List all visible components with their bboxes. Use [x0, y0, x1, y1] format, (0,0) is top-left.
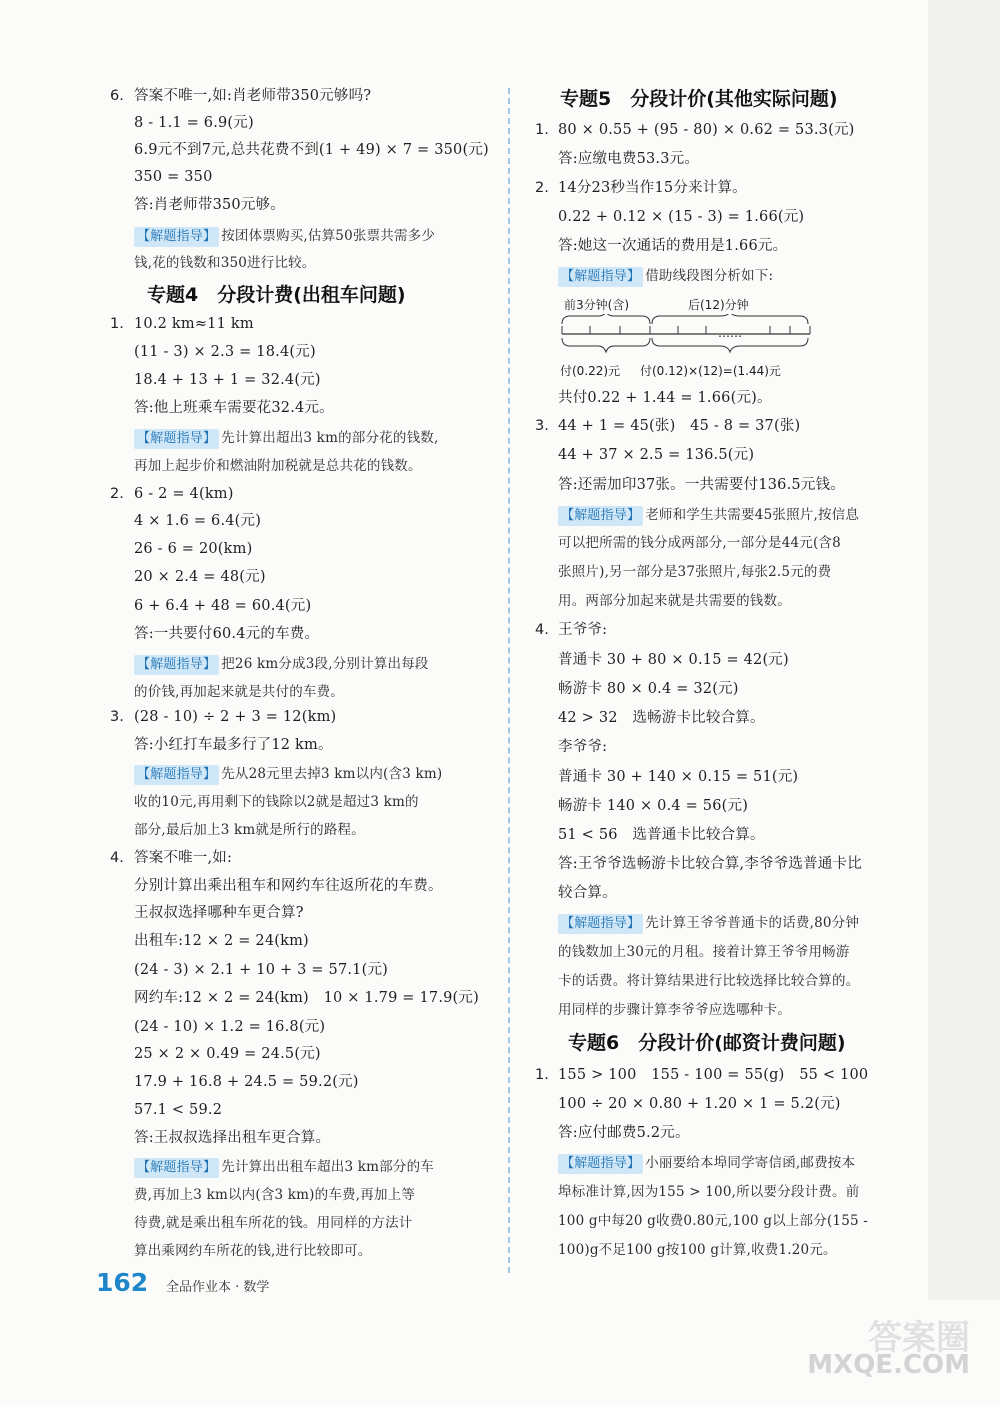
- answer-line: 王叔叔选择哪种车更合算?: [134, 905, 304, 921]
- answer-line: 答:小红打车最多行了12 km。: [134, 737, 333, 753]
- answer-line: 答案不唯一,如:: [134, 850, 233, 866]
- guide-line: 再加上起步价和燃油附加税就是总共花的钱数。: [134, 458, 422, 474]
- question-number: 3.: [535, 418, 549, 434]
- watermark-logo: 答案圈: [868, 1318, 970, 1358]
- answer-line: 44 + 37 × 2.5 = 136.5(元): [558, 447, 755, 463]
- book-title: 全品作业本 · 数学: [166, 1280, 270, 1295]
- watermark-url: MXQE.COM: [807, 1350, 970, 1380]
- answer-line: 44 + 1 = 45(张) 45 - 8 = 37(张): [558, 418, 801, 434]
- answer-line: 8 - 1.1 = 6.9(元): [134, 115, 254, 131]
- answer-line: 答:应付邮费5.2元。: [558, 1125, 690, 1141]
- answer-line: 出租车:12 × 2 = 24(km): [134, 933, 309, 949]
- guide-line: 钱,花的钱数和350进行比较。: [134, 255, 316, 271]
- question-number: 1.: [110, 316, 124, 332]
- guide-line: 卡的话费。将计算结果进行比较选择比较合算的。: [558, 973, 860, 989]
- answer-line: 较合算。: [558, 885, 617, 901]
- answer-line: 42 > 32 选畅游卡比较合算。: [558, 710, 765, 726]
- answer-line: 答:王叔叔选择出租车更合算。: [134, 1130, 331, 1146]
- answer-line: 答:王爷爷选畅游卡比较合算,李爷爷选普通卡比: [558, 856, 862, 872]
- solution-tip-badge: 【解题指导】: [134, 765, 219, 785]
- page-number: 162: [96, 1268, 149, 1297]
- guide-line: 可以把所需的钱分成两部分,一部分是44元(含8: [558, 535, 841, 551]
- guide-line: 埠标准计算,因为155 > 100,所以要分段计费。前: [558, 1184, 860, 1200]
- guide-line: 的钱数加上30元的月租。接着计算王爷爷用畅游: [558, 944, 850, 960]
- answer-line: 答:还需加印37张。一共需要付136.5元钱。: [558, 477, 845, 493]
- question-number: 2.: [110, 486, 124, 502]
- answer-line: 答:肖老师带350元够。: [134, 197, 285, 213]
- diagram-label-top-right: 后(12)分钟: [688, 298, 749, 312]
- guide-line: 部分,最后加上3 km就是所行的路程。: [134, 822, 365, 838]
- answer-line: 10.2 km≈11 km: [134, 316, 254, 332]
- answer-line: (24 - 10) × 1.2 = 16.8(元): [134, 1019, 326, 1035]
- answer-line: (11 - 3) × 2.3 = 18.4(元): [134, 344, 316, 360]
- section-heading: 专题6 分段计价(邮资计费问题): [568, 1032, 846, 1054]
- answer-line: 共付0.22 + 1.44 = 1.66(元)。: [558, 390, 772, 406]
- guide-line: 【解题指导】 老师和学生共需要45张照片,按信息: [558, 505, 859, 526]
- answer-line: 答:应缴电费53.3元。: [558, 151, 700, 167]
- solution-tip-badge: 【解题指导】: [134, 1158, 219, 1178]
- answer-line: 6.9元不到7元,总共花费不到(1 + 49) × 7 = 350(元): [134, 142, 489, 158]
- guide-line: 【解题指导】 先计算出超出3 km的部分花的钱数,: [134, 428, 438, 449]
- diagram-label-top-left: 前3分钟(含): [564, 298, 629, 312]
- section-heading: 专题5 分段计价(其他实际问题): [560, 88, 838, 110]
- guide-line: 【解题指导】 把26 km分成3段,分别计算出每段: [134, 654, 429, 675]
- solution-tip-badge: 【解题指导】: [558, 1154, 643, 1174]
- answer-line: 畅游卡 140 × 0.4 = 56(元): [558, 798, 749, 814]
- answer-line: 答案不唯一,如:肖老师带350元够吗?: [134, 88, 372, 104]
- answer-line: 普通卡 30 + 80 × 0.15 = 42(元): [558, 652, 789, 668]
- answer-line: 51 < 56 选普通卡比较合算。: [558, 827, 765, 843]
- answer-line: 李爷爷:: [558, 739, 608, 755]
- answer-line: 57.1 < 59.2: [134, 1102, 223, 1118]
- section-heading: 专题4 分段计费(出租车问题): [147, 284, 406, 306]
- guide-line: 张照片),另一部分是37张照片,每张2.5元的费: [558, 564, 832, 580]
- question-number: 1.: [535, 1067, 549, 1083]
- answer-line: 26 - 6 = 20(km): [134, 541, 253, 557]
- guide-line: 收的10元,再用剩下的钱除以2就是超过3 km的: [134, 794, 419, 810]
- solution-tip-badge: 【解题指导】: [134, 429, 219, 449]
- guide-line: 的价钱,再加起来就是共付的车费。: [134, 684, 344, 700]
- answer-line: 25 × 2 × 0.49 = 24.5(元): [134, 1046, 321, 1062]
- guide-line: 【解题指导】 先计算出出租车超出3 km部分的车: [134, 1157, 434, 1178]
- answer-line: 6 - 2 = 4(km): [134, 486, 234, 502]
- answer-line: 分别计算出乘出租车和网约车往返所花的车费。: [134, 878, 443, 894]
- guide-line: 用同样的步骤计算李爷爷应选哪种卡。: [558, 1002, 791, 1018]
- answer-line: 100 ÷ 20 × 0.80 + 1.20 × 1 = 5.2(元): [558, 1096, 841, 1112]
- answer-line: 350 = 350: [134, 169, 213, 185]
- diagram-label-bottom-left: 付(0.22)元: [560, 364, 621, 378]
- guide-line: 算出乘网约车所花的钱,进行比较即可。: [134, 1243, 372, 1259]
- answer-line: 80 × 0.55 + (95 - 80) × 0.62 = 53.3(元): [558, 122, 855, 138]
- solution-tip-badge: 【解题指导】: [134, 655, 219, 675]
- guide-line: 100)g不足100 g按100 g计算,收费1.20元。: [558, 1242, 837, 1258]
- guide-line: 100 g中每20 g收费0.80元,100 g以上部分(155 -: [558, 1213, 869, 1229]
- answer-line: 答:他上班乘车需要花32.4元。: [134, 400, 334, 416]
- page-edge-strip: [928, 0, 1000, 1300]
- answer-line: 畅游卡 80 × 0.4 = 32(元): [558, 681, 739, 697]
- segment-line-graphic: [560, 314, 860, 356]
- question-number: 1.: [535, 122, 549, 138]
- solution-tip-badge: 【解题指导】: [558, 267, 643, 287]
- answer-line: 王爷爷:: [558, 622, 608, 638]
- solution-tip-badge: 【解题指导】: [558, 914, 643, 934]
- question-number: 3.: [110, 709, 124, 725]
- answer-line: 155 > 100 155 - 100 = 55(g) 55 < 100: [558, 1067, 869, 1083]
- diagram-label-bottom-right: 付(0.12)×(12)=(1.44)元: [640, 364, 781, 378]
- answer-line: (24 - 3) × 2.1 + 10 + 3 = 57.1(元): [134, 962, 389, 978]
- answer-line: 0.22 + 0.12 × (15 - 3) = 1.66(元): [558, 209, 805, 225]
- solution-tip-badge: 【解题指导】: [134, 227, 219, 247]
- question-number: 6.: [110, 88, 124, 104]
- guide-line: 【解题指导】 按团体票购买,估算50张票共需多少: [134, 226, 435, 247]
- guide-line: 用。两部分加起来就是共需要的钱数。: [558, 593, 791, 609]
- guide-line: 待费,就是乘出租车所花的钱。用同样的方法计: [134, 1215, 413, 1231]
- answer-line: 6 + 6.4 + 48 = 60.4(元): [134, 598, 312, 614]
- answer-line: 17.9 + 16.8 + 24.5 = 59.2(元): [134, 1074, 359, 1090]
- answer-line: (28 - 10) ÷ 2 + 3 = 12(km): [134, 709, 337, 725]
- diagram-dots: ……: [718, 326, 742, 340]
- question-number: 4.: [535, 622, 549, 638]
- segment-diagram: [560, 292, 860, 382]
- answer-line: 普通卡 30 + 140 × 0.15 = 51(元): [558, 769, 799, 785]
- answer-line: 20 × 2.4 = 48(元): [134, 569, 266, 585]
- answer-line: 14分23秒当作15分来计算。: [558, 180, 747, 196]
- question-number: 2.: [535, 180, 549, 196]
- guide-line: 【解题指导】 小丽要给本埠同学寄信函,邮费按本: [558, 1153, 855, 1174]
- guide-line: 【解题指导】 先从28元里去掉3 km以内(含3 km): [134, 764, 442, 785]
- question-number: 4.: [110, 850, 124, 866]
- solution-tip-badge: 【解题指导】: [558, 506, 643, 526]
- answer-line: 网约车:12 × 2 = 24(km) 10 × 1.79 = 17.9(元): [134, 990, 479, 1006]
- guide-line: 费,再加上3 km以内(含3 km)的车费,再加上等: [134, 1187, 416, 1203]
- guide-line: 【解题指导】 借助线段图分析如下:: [558, 266, 773, 287]
- guide-line: 【解题指导】 先计算王爷爷普通卡的话费,80分钟: [558, 913, 859, 934]
- answer-line: 答:她这一次通话的费用是1.66元。: [558, 238, 788, 254]
- answer-line: 答:一共要付60.4元的车费。: [134, 626, 320, 642]
- answer-line: 4 × 1.6 = 6.4(元): [134, 513, 262, 529]
- answer-line: 18.4 + 13 + 1 = 32.4(元): [134, 372, 321, 388]
- column-divider: [508, 88, 510, 1273]
